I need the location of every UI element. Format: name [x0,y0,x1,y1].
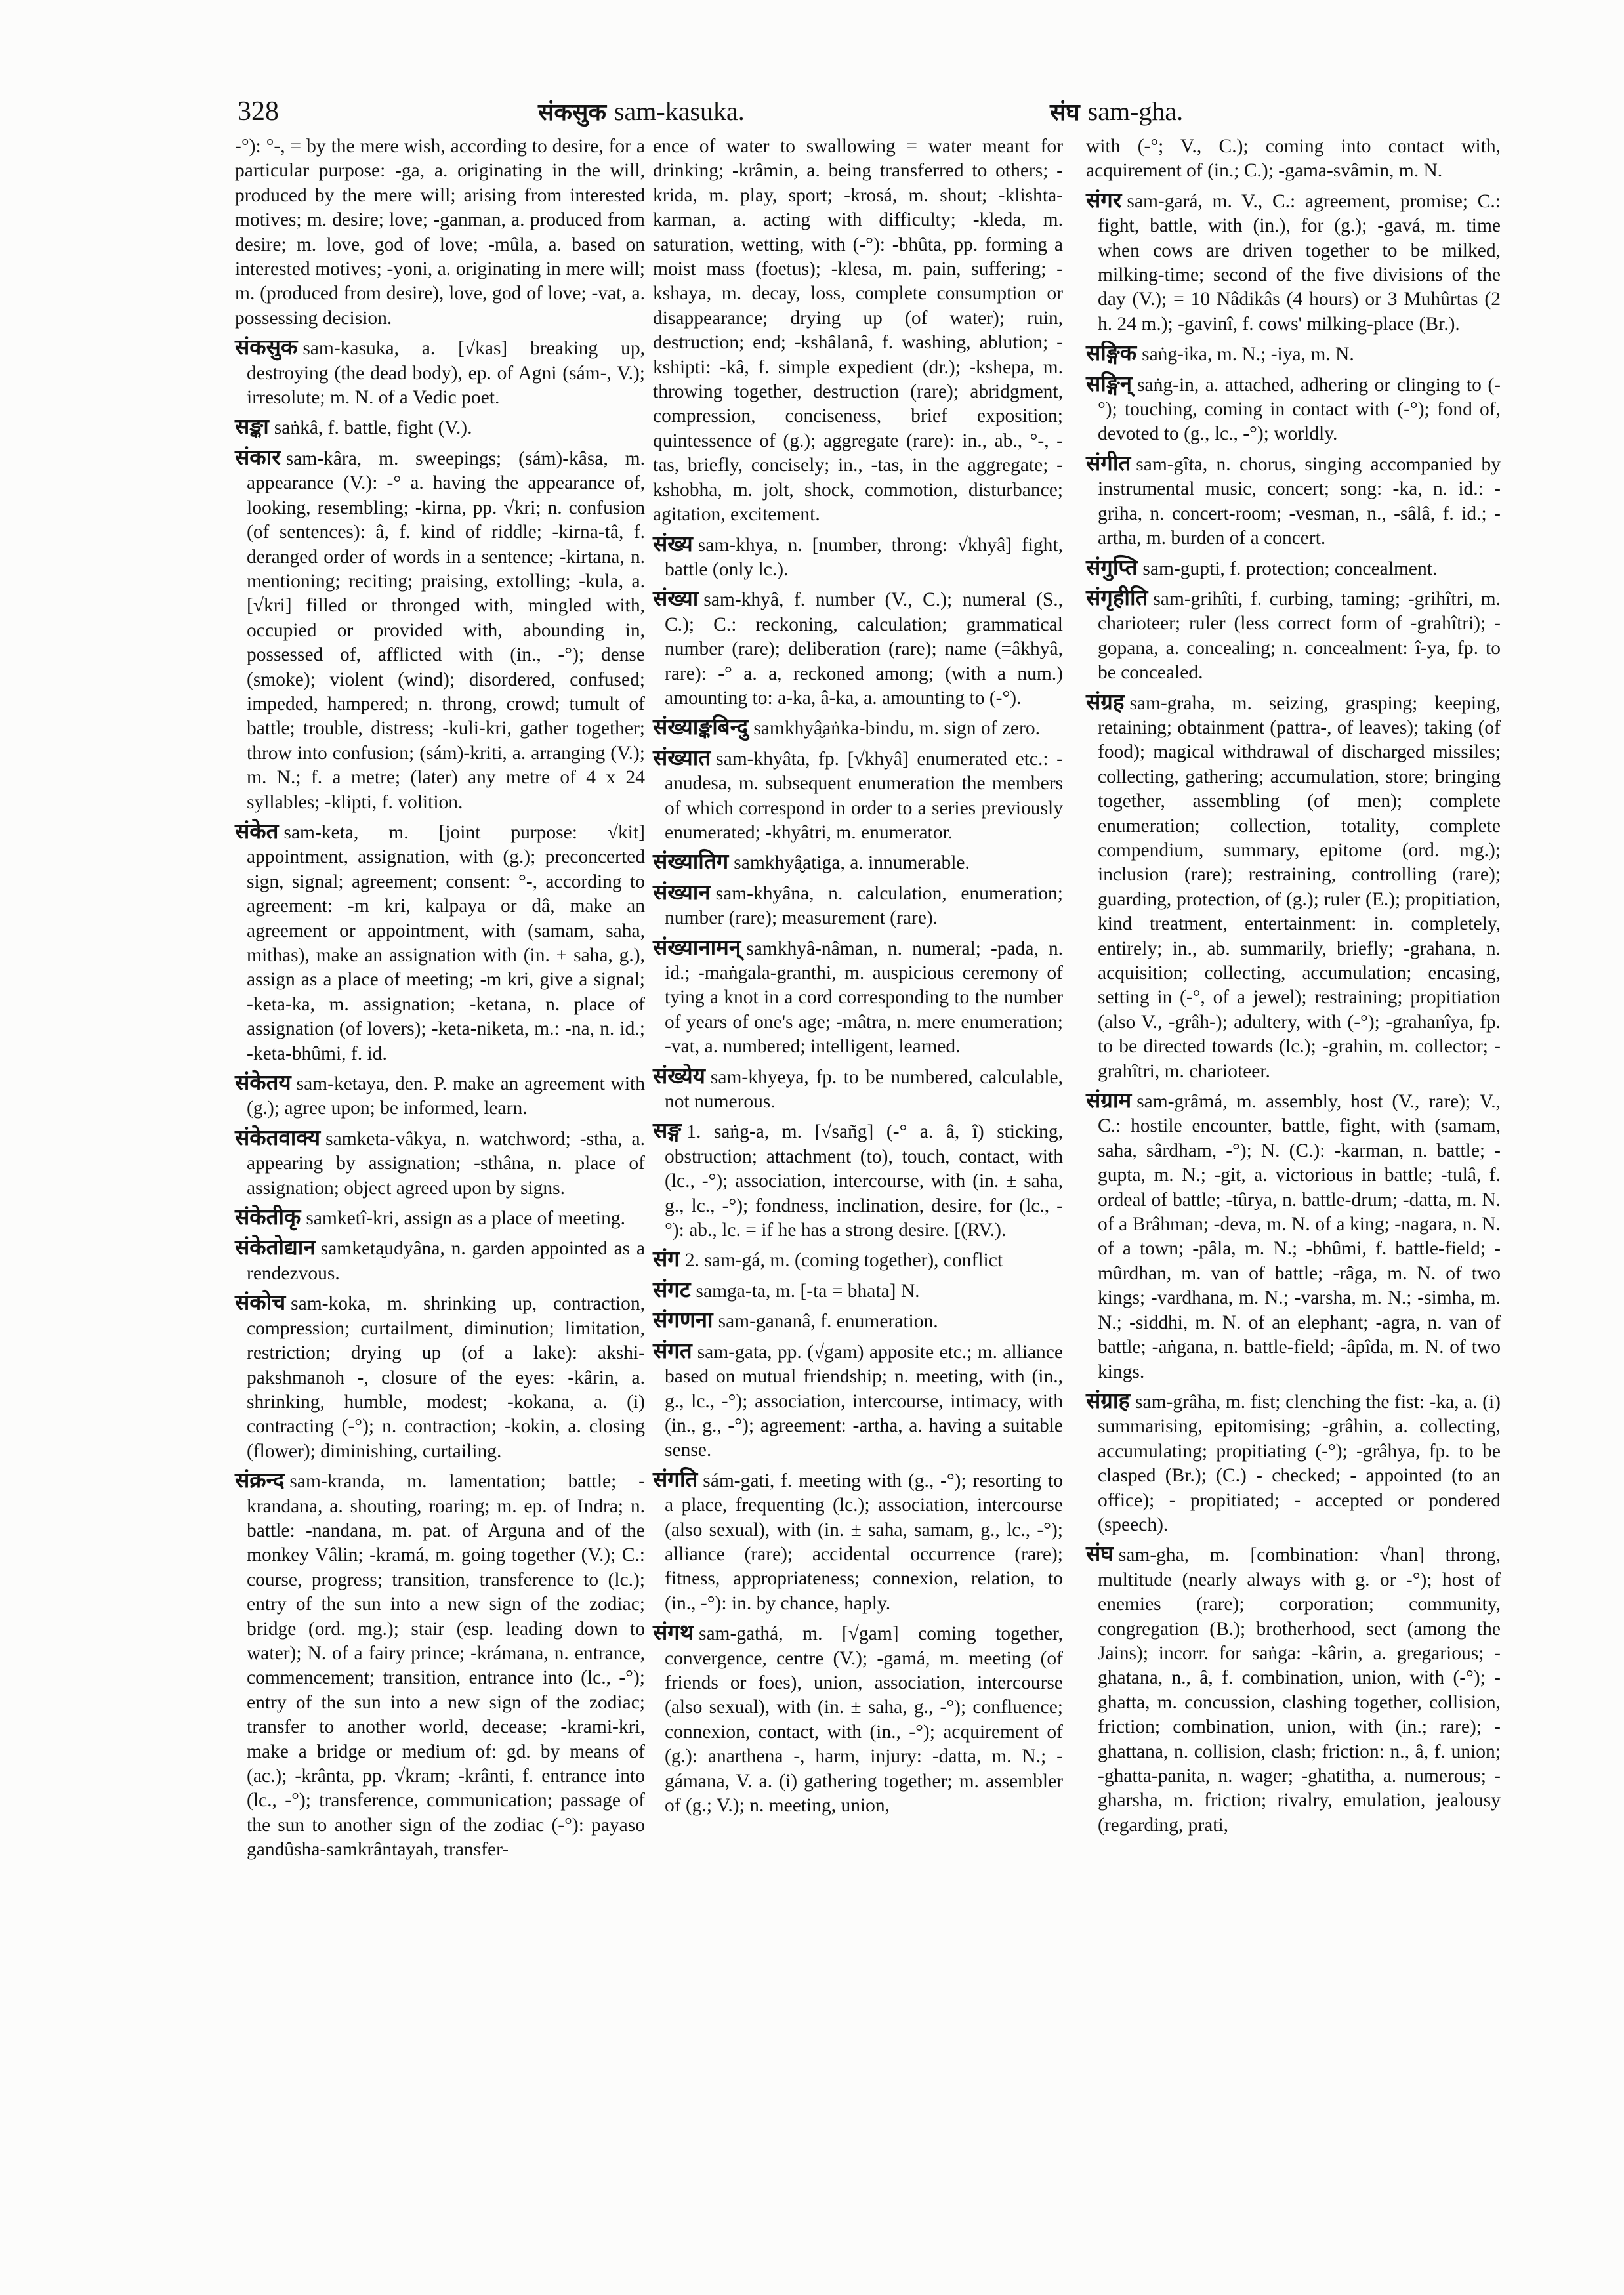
dictionary-entry [653,1247,1063,1273]
entry-headword: संख्यानामन् [653,934,741,960]
entry-definition: sam-kâra, m. sweepings; (sám)-kâsa, m. appearance (V.): -° a. having the appearance of, looking, resembling; -kirna, pp. √kri; n. confusion (of sentences): â, f. kind of riddle; -kirna-tâ, f. deranged order of words in a sentence; -kirtana, n. mentioning; reciting; praising, extolling; -kula, a. [√kri] filled or thronged with, mingled with, occupied or provided with, abounding in, possessed of, afflicted with (in., -°); dense (smoke); violent (wind); disordered, confused; impeded, hampered; n. throng, crowd; tumult of battle; trouble, distress; -kuli-kri, gather together; throw into confusion; (sám)-kriti, a. arranging (V.); m. N.; f. a metre; (later) any metre of 4 x 24 syllables; -klipti, f. volition. [247,447,645,813]
entry-headword: संख्यातिग [653,848,729,875]
entry-definition: sam-gîta, n. chorus, singing accompanied by instrumental music, concert; song: -ka, n. id.: -griha, n. concert-room; -vesman, n., -sâlâ, f. id.; -artha, m. burden of a concert. [1098,453,1501,549]
dictionary-entry [1086,188,1501,337]
entry-headword: संख्य [653,530,693,556]
entry-definition: sam-gha, m. [combination: √han] throng, multitude (nearly always with g. or -°); host of enemies (rare); corporation; community, congregation (B.); brotherhood, sect (among the Jains); incorr. for saṅga: -kârin, a. gregarious; -ghatana, n., â, f. combination, union, with (-°); -ghatta, m. concussion, clashing together, collision, friction; combination, union, with (in.; rare); -ghattana, n. collision, clash; friction: n., â, f. union; -ghatta-panita, n. wager; -ghatitha, a. numerous; -gharsha, m. friction; rivalry, emulation, jealousy (regarding, prati, [1098,1544,1501,1836]
entry-definition: saṅg-in, a. attached, adhering or clinging to (-°); touching, coming in contact with (-°); fond of, devoted to (g., lc., -°); worldly. [1098,374,1501,445]
dictionary-entry [653,1118,1063,1243]
entry-headword: संख्याङ्कबिन्दु [653,714,749,740]
entry-headword: संक्रन्द [235,1467,285,1493]
entry-definition: sam-khyeya, fp. to be numbered, calculable, not numerous. [665,1066,1063,1113]
dictionary-entry [235,1468,645,1863]
entry-definition: sam-graha, m. seizing, grasping; keeping, retaining; obtainment (pattra-, of leaves); taking (of food); magical withdrawal of discharged missiles; collecting, gathering; accumulation, store; bringing together, assembling (of men); complete enumeration; collection, totality, complete compendium, summary, epitome (ord. mg.); inclusion (rare); restraining, controlling (rare); guarding, protection, of (g.); ruler (E.); propitiation, kind treatment, entertainment: in. completely, entirely; in., ab. summarily, briefly; -grahana, n. acquisition; collecting, accumulation; encasing, setting in (-°, of a jewel); restraining; propitiation (also V., -grâh-); adultery, with (-°); -grahanîya, fp. to be directed towards (lc.); -grahin, m. collector; -grahîtri, m. charioteer. [1098,692,1501,1082]
dictionary-entry [1086,1388,1501,1537]
dictionary-entry [653,1277,1063,1304]
entry-headword: संख्या [653,585,699,611]
entry-definition: sam-gathá, m. [√gam] coming together, convergence, centre (V.); -gamá, m. meeting (of friends or foes), union, association, intercourse (also sexual), with (in. ± saha, g., -°); confluence; connexion, contact, with (in., -°); acquirement of (g.): anarthena -, harm, injury: -datta, m. N.; -gámana, V. a. (i) gathering together; m. assembler of (g.; V.); n. meeting, union, [665,1623,1063,1816]
entry-definition: sam-grâha, m. fist; clenching the fist: -ka, a. (i) summarising, epitomising; -grâhin, a. collecting, accumulating; propitiating (-°); -grâhya, fp. to be clasped (Br.); (C.) - checked; - appointed (to an office); - propitiated; - accepted or pondered (speech). [1098,1391,1501,1535]
entry-headword: संगट [653,1276,691,1302]
dictionary-column-3 [1086,134,1501,1842]
entry-headword: संगर [1086,186,1122,213]
dictionary-entry [1086,585,1501,686]
entry-headword: संकसुक [235,334,298,360]
entry-definition: samkhyâ̮aṅka-bindu, m. sign of zero. [753,718,1040,739]
dictionary-entry [653,935,1063,1060]
entry-continuation [235,134,645,331]
entry-definition: sam-gata, pp. (√gam) apposite etc.; m. alliance based on mutual friendship; n. meeting, with (in., g., lc., -°); association, intercourse, intimacy, with (in., g., -°); agreement: -artha, a. having a suitable sense. [665,1341,1063,1461]
dictionary-column-1 [235,134,645,1867]
dictionary-entry [653,1308,1063,1334]
entry-headword: संगुप्ति [1086,554,1138,580]
right-running-head-devanagari: संघ [1050,99,1080,126]
entry-headword: सङ्गिक [1086,340,1137,366]
entry-definition: sam-khyâta, fp. [√khyâ] enumerated etc.: -anudesa, m. subsequent enumeration the members of which correspond in order to a series previously enumerated; -khyâtri, m. enumerator. [665,748,1063,843]
entry-continuation [1086,134,1501,184]
dictionary-entry [653,1064,1063,1115]
entry-definition: sam-grâmá, m. assembly, host (V., rare); V., C.: hostile encounter, battle, fight, with (samam, saha, sârdham, -°); N. (C.): -karman, n. battle; -gupta, m. N.; -git, a. victorious in battle; -tulâ, f. ordeal of battle; -tûrya, n. battle-drum; -datta, m. N. of a Brâhman; -deva, m. N. of a king; -nagara, n. N. of a town; -pâla, m. N.; -bhûmi, f. battle-field; -mûrdhan, m. van of battle; -râga, m. N. of two kings; -vardhana, m. N.; -varsha, m. N.; -simha, m. N.; -siddhi, m. N. of an elephant; -agra, n. van of battle; -aṅgana, n. battle-field; -âpîda, m. N. of two kings. [1098,1091,1501,1382]
dictionary-entry [653,849,1063,875]
entry-headword: संग [653,1246,680,1272]
entry-headword: संकेतवाक्य [235,1124,321,1150]
dictionary-entry [1086,690,1501,1085]
dictionary-entry [1086,555,1501,581]
dictionary-entry [1086,341,1501,367]
dictionary-entry [1086,1541,1501,1838]
dictionary-entry [653,586,1063,711]
entry-definition: sám-gati, f. meeting with (g., -°); resorting to a place, frequenting (lc.); association, intercourse (also sexual), with (in. ± saha, samam, g., lc., -°); alliance (rare); accidental occurrence (rare); fitness, appropriateness; connexion, relation, to (in., -°): in. by chance, haply. [665,1470,1063,1614]
dictionary-entry [1086,1088,1501,1384]
entry-definition: sam-gupti, f. protection; concealment. [1142,558,1438,579]
entry-definition: -°): °-, = by the mere wish, according to desire, for a particular purpose: -ga, a. originating in the will, produced by the mere will; arising from interested motives; m. desire; love; -ganman, a. produced from desire; m. love, god of love; -mûla, a. based on interested motives; -yoni, a. originating in mere will; m. (produced from desire), love, god of love; -vat, a. possessing decision. [235,136,645,329]
dictionary-column-2 [653,134,1063,1822]
dictionary-entry [235,1235,645,1286]
entry-definition: sam-khyâ, f. number (V., C.); numeral (S., C.); C.: reckoning, calculation; grammatical number (rare); deliberation (rare); name (=âkhyâ, rare): -° a. a, reckoned among; (with a num.) amounting to: a-ka, â-ka, a. amounting to (-°). [665,589,1063,709]
entry-definition: samketa-vâkya, n. watchword; -stha, a. appearing by assignation; -sthâna, n. place of assignation; object agreed upon by signs. [247,1128,645,1199]
entry-headword: संगणना [653,1307,713,1333]
entry-headword: संगति [653,1466,698,1492]
left-running-head [538,96,745,129]
dictionary-entry [235,414,645,440]
dictionary-entry [235,335,645,410]
entry-definition: sam-gananâ, f. enumeration. [718,1311,938,1333]
entry-headword: संकेतीकृ [235,1204,301,1230]
entry-definition: sam-grihîti, f. curbing, taming; -grihîtri, m. charioteer; ruler (less correct form of -grahîtri); -gopana, a. concealing; n. concealment: î-ya, fp. to be concealed. [1098,588,1501,684]
entry-definition: sam-kasuka, a. [√kas] breaking up, destroying (the dead body), ep. of Agni (sám-, V.); irresolute; m. N. of a Vedic poet. [247,338,645,409]
entry-headword: संख्यात [653,744,711,770]
entry-headword: संकार [235,444,281,470]
dictionary-entry [653,1467,1063,1616]
entry-definition: samkhyâ-nâman, n. numeral; -pada, n. id.; -maṅgala-granthi, m. auspicious ceremony of tying a knot in a cord corresponding to the number of years of one's age; -mâtra, n. mere enumeration; -vat, a. numbered; intelligent, learned. [665,938,1063,1058]
entry-headword: सङ्गिन् [1086,370,1133,396]
entry-headword: संग्राम [1086,1087,1132,1113]
dictionary-entry [653,714,1063,741]
entry-definition: sam-khyâna, n. calculation, enumeration; number (rare); measurement (rare). [665,882,1063,929]
entry-definition: ence of water to swallowing = water meant for drinking; -krâmin, a. being transferred to others; -krida, m. play, sport; -krosá, m. shout; -klishta-karman, a. acting with difficulty; -kleda, m. saturation, wetting, with (-°): -bhûta, pp. forming a moist mass (foetus); -klesa, m. pain, suffering; -kshaya, m. decay, loss, complete consumption or disappearance; drying up (of water); ruin, destruction; end; -kshâlanâ, f. washing, ablution; -kshipti: -kâ, f. simple expedient (dr.); -kshepa, m. throwing together, destruction (rare); abridgment, compression, conciseness, brief exposition; quintessence of (g.); aggregate (rare): in., ab., °-, -tas, briefly, concisely; in., -tas, in the aggregate; -kshobha, m. jolt, shock, commotion, disturbance; agitation, excitement. [653,136,1063,526]
entry-headword: संकेतय [235,1069,291,1096]
right-running-head-text: sam-gha. [1087,96,1184,126]
entry-definition: samga-ta, m. [-ta = bhata] N. [696,1280,920,1302]
entry-headword: संकेत [235,817,279,844]
right-running-head [1050,96,1183,129]
entry-definition: sam-keta, m. [joint purpose: √kit] appointment, assignation, with (g.); preconcerted sign, signal; agreement; consent: °-, according to agreement: -m kri, kalpaya or dâ, make an agreement or appointment, with (samam, saha, mithas), make an assignation with (in. + saha, g.), assign as a place of meeting; -m kri, give a signal; -keta-ka, m. assignation; -ketana, n. place of assignation (of lovers); -keta-niketa, m.: -na, n. id.; -keta-bhûmi, f. id. [247,821,645,1064]
left-running-head-devanagari: संकसुक [538,99,606,126]
dictionary-entry [653,745,1063,846]
entry-continuation [653,134,1063,527]
left-running-head-text: sam-kasuka. [614,96,745,126]
entry-definition: saṅg-ika, m. N.; -iya, m. N. [1142,344,1354,365]
entry-headword: संख्येय [653,1062,705,1088]
dictionary-entry [653,880,1063,931]
entry-definition: sam-khya, n. [number, throng: √khyâ] fight, battle (only lc.). [665,534,1063,580]
entry-definition: with (-°; V., C.); coming into contact with, acquirement of (in.; C.); -gama-svâmin, m. N. [1086,136,1501,182]
entry-definition: samkhyâ̮atiga, a. innumerable. [734,852,970,874]
dictionary-entry [653,1620,1063,1818]
entry-headword: सङ्ग [653,1117,682,1144]
entry-definition: sam-kranda, m. lamentation; battle; -krandana, a. shouting, roaring; m. ep. of Indra; n. battle: -nandana, m. pat. of Arguna and of the monkey Vâlin; -kramá, m. going together (V.); C.: course, progress; transition, transference to (lc.); entry of the sun into a new sign of the zodiac; bridge (ord. mg.); stair (esp. leading down to water); N. of a fairy prince; -krámana, n. entrance, commencement; transition, entrance into (lc., -°); entry of the sun into a new sign of the zodiac; transfer to another world, decease; -krami-kri, make a bridge or medium of: gd. by means of (ac.); -krânta, pp. √kram; -krânti, f. entrance into (lc., -°); transference, communication; passage of the sun to another sign of the zodiac (-°): payaso gandûsha-samkrântayah, transfer- [247,1471,645,1861]
dictionary-entry [235,1290,645,1464]
dictionary-entry [1086,451,1501,551]
entry-headword: संग्राह [1086,1387,1130,1413]
entry-definition: sam-koka, m. shrinking up, contraction, compression; curtailment, diminution; limitation, restriction; drying up (of a lake): akshi-pakshmanoh -, closure of the eyes: -kârin, a. shrinking, humble, modest; -kokana, a. (i) contracting (-°); n. contraction; -kokin, a. closing (flower); diminishing, curtailing. [247,1293,645,1462]
entry-definition: saṅkâ, f. battle, fight (V.). [274,417,472,439]
entry-headword: संकेतोद्यान [235,1234,316,1260]
page-number: 328 [238,96,279,127]
entry-definition: 1. saṅg-a, m. [√sañg] (-° a. â, î) sticking, obstruction; attachment (to), touch, contact, with (lc., -°); association, intercourse, with (in. ± saha, g., lc., -°); fondness, inclination, desire, for (lc., -°): ab., lc. = if he has a strong desire. [(RV.). [665,1121,1063,1241]
entry-headword: संग्रह [1086,688,1125,714]
dictionary-entry [653,531,1063,583]
dictionary-entry [235,1125,645,1201]
entry-definition: sam-gará, m. V., C.: agreement, promise; C.: fight, battle, with (in.), for (g.); -gavá, m. time when cows are driven together to be milked, milking-time; second of the five divisions of the day (V.); = 10 Nâdikâs (4 hours) or 3 Muhûrtas (2 h. 24 m.); -gavinî, f. cows' milking-place (Br.). [1098,190,1501,335]
entry-definition: samketa̮udyâna, n. garden appointed as a rendezvous. [247,1238,645,1284]
dictionary-entry [1086,371,1501,447]
entry-headword: संगत [653,1337,692,1363]
entry-headword: संघ [1086,1540,1114,1567]
entry-definition: samketî-kri, assign as a place of meeting. [306,1208,625,1230]
entry-headword: सङ्का [235,413,269,440]
dictionary-entry [653,1338,1063,1463]
dictionary-entry [235,1205,645,1231]
entry-headword: संकोच [235,1289,286,1315]
entry-headword: संगथ [653,1619,694,1645]
dictionary-entry [235,445,645,815]
dictionary-entry [235,819,645,1066]
entry-definition: 2. sam-gá, m. (coming together), conflict [684,1250,1003,1272]
entry-headword: संख्यान [653,879,711,905]
entry-headword: संगीत [1086,449,1131,476]
entry-definition: sam-ketaya, den. P. make an agreement with (g.); agree upon; be informed, learn. [247,1073,645,1119]
entry-headword: संगृहीति [1086,584,1148,610]
dictionary-entry [235,1070,645,1121]
